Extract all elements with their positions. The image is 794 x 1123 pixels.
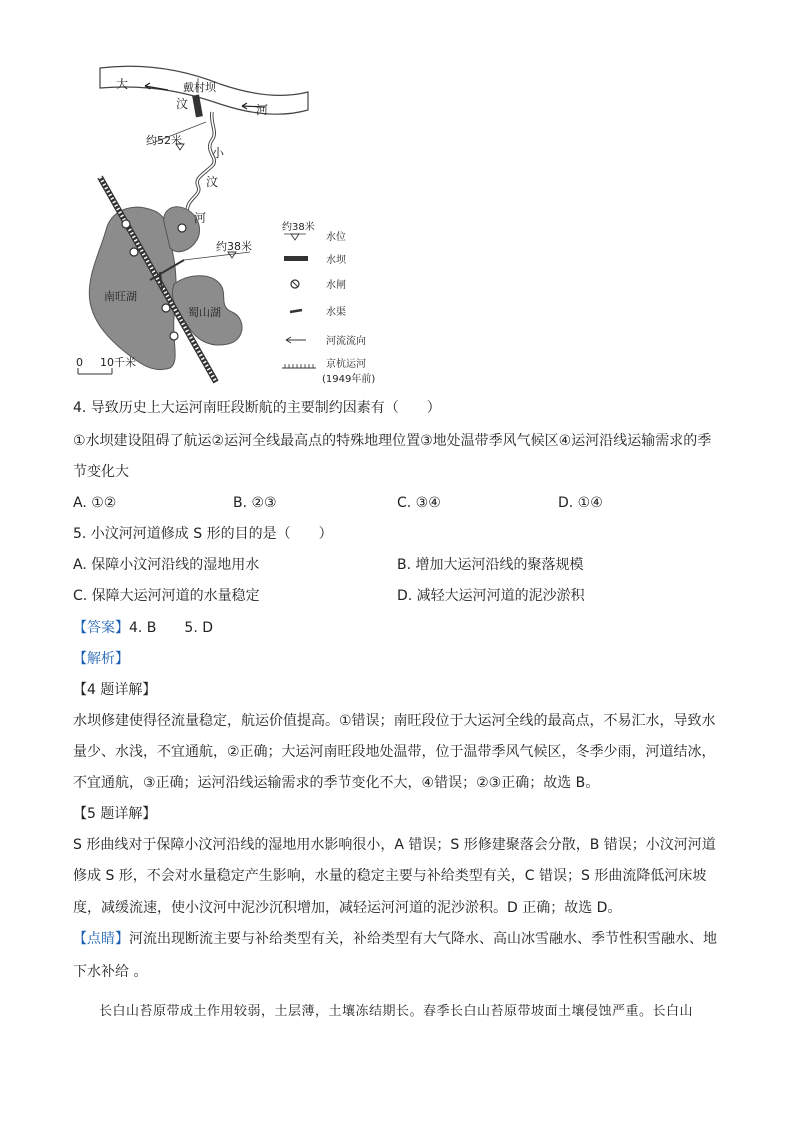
answer-tag: 【答案】 bbox=[73, 620, 129, 636]
svg-text:水坝: 水坝 bbox=[326, 255, 346, 266]
sluice-4 bbox=[170, 332, 178, 340]
svg-text:(1949年前): (1949年前) bbox=[322, 374, 376, 385]
analysis-tag: 【解析】 bbox=[73, 651, 129, 667]
svg-text:水位: 水位 bbox=[326, 232, 346, 243]
d5-line2: 修成 S 形，不会对水量稳定产生影响，水量的稳定主要与补给类型有关，C 错误；S 形曲流降低河床坡 bbox=[73, 868, 707, 884]
d4-line1: 水坝修建使得径流量稳定，航运价值提高。①错误；南旺段位于大运河全线的最高点，不易汇水，导致水 bbox=[73, 713, 716, 729]
point-line1 bbox=[73, 929, 717, 949]
svg-text:水闸: 水闸 bbox=[326, 280, 346, 291]
d4-title: 【4 题详解】 bbox=[73, 682, 157, 698]
point-text: 河流出现断流主要与补给类型有关，补给类型有大气降水、高山冰雪融水、季节性积雪融水、地 bbox=[129, 931, 717, 947]
q4-option-d[interactable]: D. ①④ bbox=[558, 495, 603, 511]
sluice-1 bbox=[122, 220, 130, 228]
d4-line2: 量少、水浅，不宜通航，②正确；大运河南旺段地处温带，位于温带季风气候区，冬季少雨，河道结冰， bbox=[73, 744, 716, 760]
canal-map bbox=[70, 62, 390, 390]
q4-option-a[interactable]: A. ①② bbox=[73, 495, 117, 511]
svg-text:水渠: 水渠 bbox=[326, 307, 346, 318]
q4-stem: 4. 导致历史上大运河南旺段断航的主要制约因素有（ ） bbox=[73, 400, 441, 416]
next-paragraph: 长白山苔原带成土作用较弱，土层薄，土壤冻结期长。春季长白山苔原带坡面土壤侵蚀严重。长白山 bbox=[99, 1004, 694, 1019]
label-wen: 汶 bbox=[176, 97, 189, 111]
svg-text:京杭运河: 京杭运河 bbox=[326, 359, 366, 370]
label-he2: 河 bbox=[194, 211, 207, 225]
sluice-2 bbox=[130, 248, 138, 256]
map-legend bbox=[282, 220, 375, 385]
q4-option-b[interactable]: B. ②③ bbox=[233, 495, 277, 511]
label-nanwang: 南旺湖 bbox=[104, 290, 137, 303]
q5-option-c[interactable]: C. 保障大运河河道的水量稳定 bbox=[73, 588, 260, 604]
label-xiao: 小 bbox=[212, 146, 225, 160]
answer-text: 4. B 5. D bbox=[129, 620, 213, 636]
svg-text:约38米: 约38米 bbox=[282, 222, 315, 233]
q5-stem: 5. 小汶河河道修成 S 形的目的是（ ） bbox=[73, 526, 333, 542]
q5-option-d[interactable]: D. 减轻大运河河道的泥沙淤积 bbox=[397, 588, 585, 604]
point-line2: 下水补给 。 bbox=[73, 964, 148, 980]
q4-option-c[interactable]: C. ③④ bbox=[397, 495, 441, 511]
q4-line1: ①水坝建设阻碍了航运②运河全线最高点的特殊地理位置③地处温带季风气候区④运河沿线运输需求的季 bbox=[73, 433, 712, 449]
label-da: 大 bbox=[116, 77, 129, 91]
label-shushan: 蜀山湖 bbox=[188, 306, 221, 319]
d5-title: 【5 题详解】 bbox=[73, 806, 157, 822]
label-he: 河 bbox=[256, 103, 269, 117]
point-tag: 【点睛】 bbox=[73, 931, 129, 947]
svg-text:河流流向: 河流流向 bbox=[326, 336, 366, 347]
label-wen2: 汶 bbox=[206, 175, 219, 189]
label-52m: 约52米 bbox=[146, 134, 182, 147]
q4-line2: 节变化大 bbox=[73, 464, 129, 480]
label-38m: 约38米 bbox=[216, 240, 252, 253]
sluice-5 bbox=[178, 224, 186, 232]
answer-line bbox=[73, 618, 213, 638]
scale-zero: 0 bbox=[76, 356, 83, 369]
d5-line1: S 形曲线对于保障小汶河沿线的湿地用水影响很小，A 错误；S 形修建聚落会分散，B 错误；小汶河河道 bbox=[73, 837, 716, 853]
sluice-3 bbox=[162, 304, 170, 312]
q5-option-a[interactable]: A. 保障小汶河沿线的湿地用水 bbox=[73, 557, 260, 573]
q5-option-b[interactable]: B. 增加大运河沿线的聚落规模 bbox=[397, 557, 584, 573]
d5-line3: 度，减缓流速，使小汶河中泥沙沉积增加，减轻运河河道的泥沙淤积。D 正确；故选 D。 bbox=[73, 900, 622, 916]
scale-ten: 10千米 bbox=[100, 356, 136, 369]
label-dam: 戴村坝 bbox=[183, 81, 216, 94]
d4-line3: 不宜通航，③正确；运河沿线运输需求的季节变化不大，④错误；②③正确；故选 B。 bbox=[73, 775, 600, 791]
